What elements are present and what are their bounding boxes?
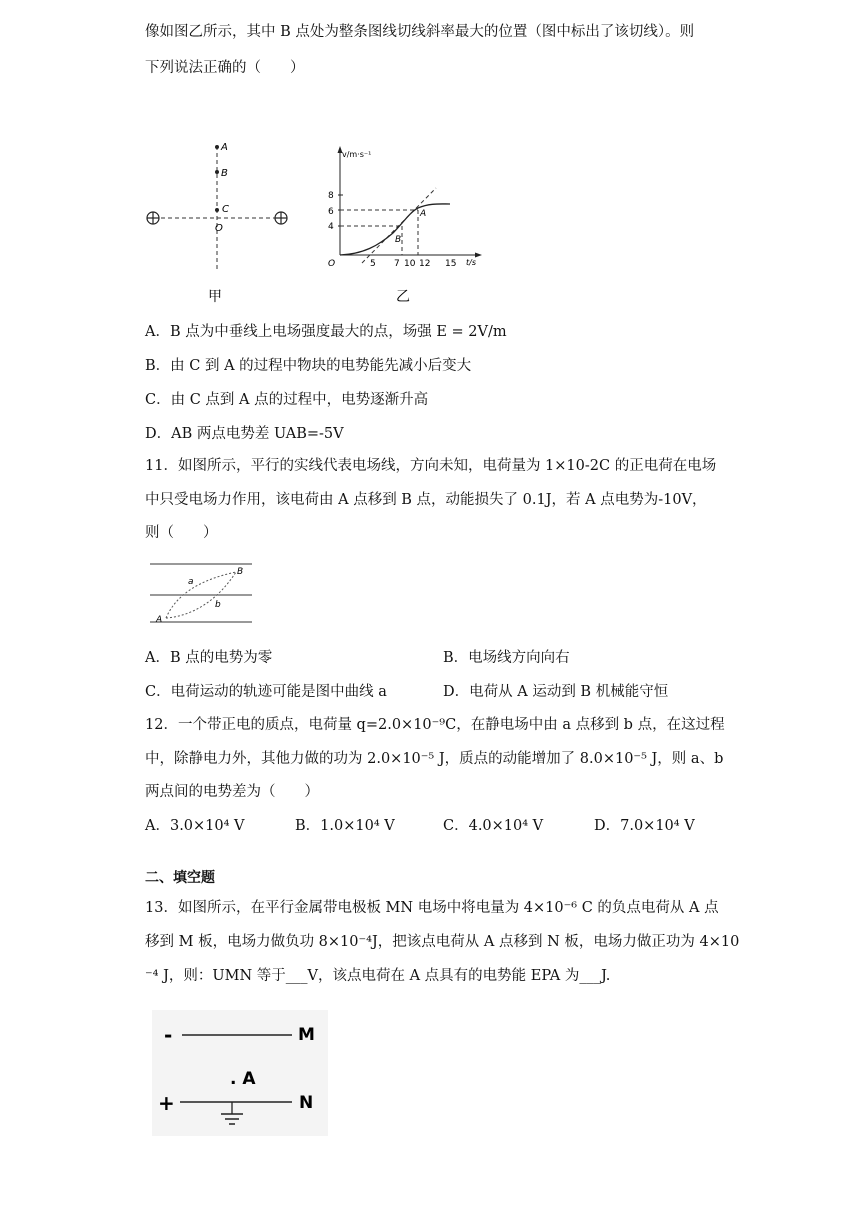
minus-sign: - xyxy=(164,1023,173,1047)
question-13-line-1: 13．如图所示，在平行金属带电极板 MN 电场中将电量为 4×10⁻⁶ C 的负点电荷从 A 点 xyxy=(145,900,719,916)
question-13-line-2: 移到 M 板，电场力做负功 8×10⁻⁴J，把该点电荷从 A 点移到 N 板，电场力做正功为 4×10 xyxy=(145,934,740,950)
question-11-line-1: 11．如图所示，平行的实线代表电场线，方向未知，电荷量为 1×10-2C 的正电荷在电场 xyxy=(145,458,717,474)
label-point-A: . A xyxy=(230,1069,256,1089)
question-11-line-2: 中只受电场力作用，该电荷由 A 点移到 B 点，动能损失了 0.1J，若 A 点电势为-10V， xyxy=(145,492,707,508)
label-A: A xyxy=(221,142,228,153)
y-axis-label: v/m·s⁻¹ xyxy=(342,150,372,159)
question-13-figure xyxy=(152,1010,328,1136)
label-a: a xyxy=(188,577,194,587)
point-label-B: B xyxy=(395,235,402,245)
x-tick-5: 5 xyxy=(370,259,376,269)
section-heading: 二、填空题 xyxy=(145,870,215,886)
origin-label: O xyxy=(328,259,336,269)
y-tick-8: 8 xyxy=(328,191,334,201)
x-tick-15: 15 xyxy=(445,259,457,269)
question-12-option-a: A．3.0×10⁴ V xyxy=(145,818,245,834)
question-11-line-3: 则（ ） xyxy=(145,525,218,541)
figure-caption-yi: 乙 xyxy=(396,289,410,305)
label-O: O xyxy=(215,223,223,234)
question-11-option-b: B．电场线方向向右 xyxy=(443,650,570,666)
x-tick-12: 12 xyxy=(419,259,431,269)
question-11-figure xyxy=(148,560,254,630)
question-12-option-d: D．7.0×10⁴ V xyxy=(594,818,695,834)
question-10-option-d: D．AB 两点电势差 UAB=-5V xyxy=(145,426,344,442)
question-12-line-2: 中，除静电力外，其他力做的功为 2.0×10⁻⁵ J，质点的动能增加了 8.0×10⁻⁵ J，则 a、b xyxy=(145,751,724,767)
question-11-option-c: C．电荷运动的轨迹可能是图中曲线 a xyxy=(145,684,387,700)
point-label-A: A xyxy=(420,209,427,219)
label-A: A xyxy=(156,615,163,625)
question-12-line-1: 12．一个带正电的质点，电荷量 q=2.0×10⁻⁹C，在静电场中由 a 点移到 b 点，在这过程 xyxy=(145,717,725,733)
label-N: N xyxy=(299,1093,314,1113)
x-axis-label: t/s xyxy=(466,258,476,267)
label-b: b xyxy=(215,600,221,610)
question-10-option-a: A．B 点为中垂线上电场强度最大的点，场强 E = 2V/m xyxy=(145,324,507,340)
label-C: C xyxy=(222,204,229,215)
question-10-stem-line-1: 像如图乙所示，其中 B 点处为整条图线切线斜率最大的位置（图中标出了该切线）。则 xyxy=(145,24,695,40)
figure-jia xyxy=(140,138,300,308)
y-tick-4: 4 xyxy=(328,222,334,232)
question-13-line-3: ⁻⁴ J，则：UMN 等于___V，该点电荷在 A 点具有的电势能 EPA 为___J. xyxy=(145,968,611,984)
question-10-option-b: B．由 C 到 A 的过程中物块的电势能先减小后变大 xyxy=(145,358,472,374)
label-B: B xyxy=(237,567,244,577)
y-tick-6: 6 xyxy=(328,207,334,217)
x-tick-7: 7 xyxy=(394,259,400,269)
question-11-option-a: A．B 点的电势为零 xyxy=(145,650,273,666)
figure-caption-jia: 甲 xyxy=(208,289,222,305)
question-12-option-b: B．1.0×10⁴ V xyxy=(295,818,395,834)
label-M: M xyxy=(298,1025,315,1045)
question-11-option-d: D．电荷从 A 运动到 B 机械能守恒 xyxy=(443,684,669,700)
figure-yi-vt-graph xyxy=(318,138,488,308)
plus-sign: + xyxy=(158,1091,175,1115)
question-12-line-3: 两点间的电势差为（ ） xyxy=(145,784,319,800)
question-12-option-c: C．4.0×10⁴ V xyxy=(443,818,544,834)
question-10-option-c: C．由 C 点到 A 点的过程中，电势逐渐升高 xyxy=(145,392,429,408)
label-B: B xyxy=(221,168,228,179)
x-tick-10: 10 xyxy=(404,259,416,269)
question-10-stem-line-2: 下列说法正确的（ ） xyxy=(145,60,305,76)
